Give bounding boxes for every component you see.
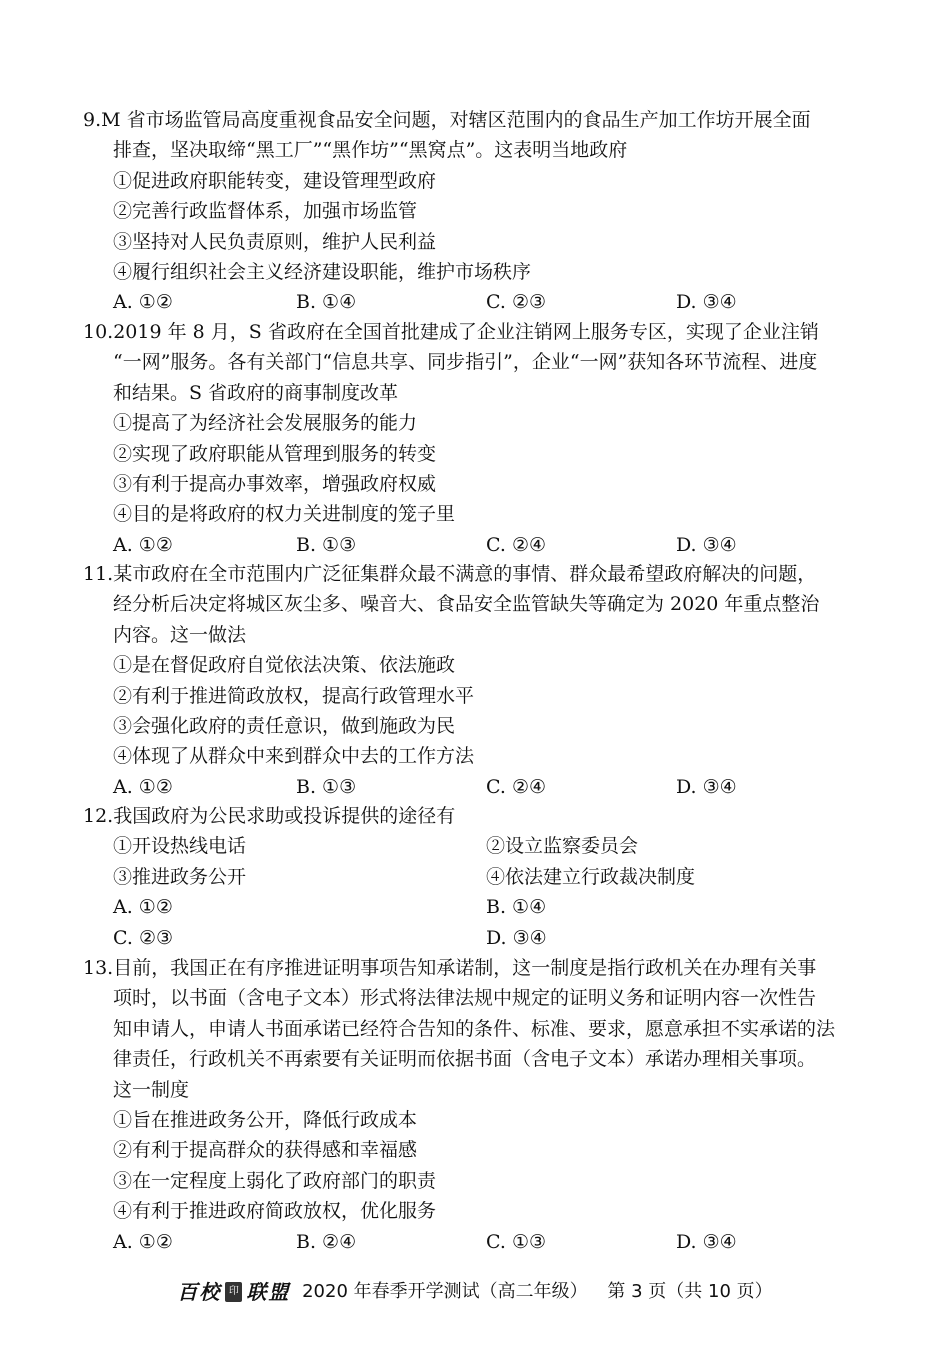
answer-a: A. ①② <box>113 1230 173 1253</box>
question-number: 10. <box>83 321 114 343</box>
logo-text-2: 联盟 <box>246 1280 291 1304</box>
answer-choices <box>93 1227 863 1257</box>
answer-b: B. ①④ <box>486 896 547 919</box>
question-number: 9. <box>83 109 102 131</box>
answer-d: D. ③④ <box>676 533 737 556</box>
option: ④履行组织社会主义经济建设职能，维护市场秩序 <box>113 260 532 283</box>
question-number: 12. <box>83 805 114 827</box>
stem-line: 经分析后决定将城区灰尘多、噪音大、食品安全监管缺失等确定为 2020 年重点整治 <box>113 593 820 616</box>
option: ④目的是将政府的权力关进制度的笼子里 <box>113 503 456 526</box>
answer-a: A. ①② <box>113 291 173 314</box>
question-stem <box>83 317 863 347</box>
answer-b: B. ②④ <box>296 1230 357 1253</box>
question-10 <box>83 317 863 560</box>
answer-b: B. ①③ <box>296 533 357 556</box>
question-number: 11. <box>83 563 114 585</box>
answer-c: C. ②④ <box>486 533 547 556</box>
question-number: 13. <box>83 957 114 979</box>
exam-title: 2020 年春季开学测试（高二年级） <box>302 1281 588 1302</box>
option: ③会强化政府的责任意识，做到施政为民 <box>113 714 456 737</box>
answer-a: A. ①② <box>113 533 173 556</box>
option: ①促进政府职能转变，建设管理型政府 <box>113 169 437 192</box>
answer-choices <box>93 530 863 560</box>
option-row <box>93 862 863 892</box>
answer-choices <box>93 772 863 802</box>
stem-line: 和结果。S 省政府的商事制度改革 <box>113 381 399 404</box>
stem-line: 内容。这一做法 <box>113 623 247 646</box>
question-stem <box>83 559 863 589</box>
option: ②有利于推进简政放权，提高行政管理水平 <box>113 684 475 707</box>
logo-seal-icon: 印 <box>225 1282 242 1302</box>
option: ②有利于提高群众的获得感和幸福感 <box>113 1139 418 1162</box>
option: ②实现了政府职能从管理到服务的转变 <box>113 442 437 465</box>
option: ①旨在推进政务公开，降低行政成本 <box>113 1108 418 1131</box>
option: ①提高了为经济社会发展服务的能力 <box>113 412 418 435</box>
question-11 <box>83 559 863 802</box>
answer-d: D. ③④ <box>676 1230 737 1253</box>
option: ①是在督促政府自觉依法决策、依法施政 <box>113 654 456 677</box>
option: ③坚持对人民负责原则，维护人民利益 <box>113 230 437 253</box>
answer-d: D. ③④ <box>486 926 547 949</box>
option: ③推进政务公开 <box>113 865 247 888</box>
stem-line: “一网”服务。各有关部门“信息共享、同步指引”，企业“一网”获知各环节流程、进度 <box>113 351 818 374</box>
stem-line: 律责任，行政机关不再索要有关证明而依据书面（含电子文本）承诺办理相关事项。 <box>113 1048 817 1071</box>
option: ②完善行政监督体系，加强市场监管 <box>113 200 418 223</box>
answer-c: C. ①③ <box>486 1230 547 1253</box>
option-row <box>93 831 863 861</box>
answer-c: C. ②③ <box>486 291 547 314</box>
answer-c: C. ②③ <box>113 926 174 949</box>
answer-a: A. ①② <box>113 896 173 919</box>
stem-line: 某市政府在全市范围内广泛征集群众最不满意的事情、群众最希望政府解决的问题， <box>113 563 817 585</box>
answer-b: B. ①④ <box>296 291 357 314</box>
option: ③有利于提高办事效率，增强政府权威 <box>113 472 437 495</box>
stem-line: 这一制度 <box>113 1078 190 1101</box>
question-13 <box>83 953 863 1257</box>
logo-text: 百校 <box>177 1280 222 1304</box>
stem-line: 项时，以书面（含电子文本）形式将法律法规中规定的证明义务和证明内容一次性告 <box>113 987 817 1010</box>
page-footer <box>0 1277 950 1307</box>
stem-line: 2019 年 8 月，S 省政府在全国首批建成了企业注销网上服务专区，实现了企业注销 <box>113 321 819 343</box>
answer-c: C. ②④ <box>486 775 547 798</box>
answer-d: D. ③④ <box>676 775 737 798</box>
stem-line: M 省市场监管局高度重视食品安全问题，对辖区范围内的食品生产加工作坊开展全面 <box>101 109 811 131</box>
answer-a: A. ①② <box>113 775 173 798</box>
question-9 <box>83 105 863 318</box>
question-stem <box>83 801 863 831</box>
question-stem <box>83 953 863 983</box>
option: ①开设热线电话 <box>113 835 247 858</box>
answer-row <box>93 923 863 953</box>
question-12 <box>83 801 863 953</box>
option: ④体现了从群众中来到群众中去的工作方法 <box>113 745 475 768</box>
option: ④依法建立行政裁决制度 <box>486 865 696 888</box>
answer-row <box>93 892 863 922</box>
option: ③在一定程度上弱化了政府部门的职责 <box>113 1169 437 1192</box>
page-number: 第 3 页（共 10 页） <box>607 1281 773 1302</box>
stem-line: 我国政府为公民求助或投诉提供的途径有 <box>113 805 456 827</box>
stem-line: 排查，坚决取缔“黑工厂”“黑作坊”“黑窝点”。这表明当地政府 <box>113 139 628 162</box>
answer-b: B. ①③ <box>296 775 357 798</box>
option: ④有利于推进政府简政放权，优化服务 <box>113 1200 437 1223</box>
stem-line: 知申请人，申请人书面承诺已经符合告知的条件、标准、要求，愿意承担不实承诺的法 <box>113 1017 836 1040</box>
answer-choices <box>93 287 863 317</box>
stem-line: 目前，我国正在有序推进证明事项告知承诺制，这一制度是指行政机关在办理有关事 <box>113 957 817 979</box>
answer-d: D. ③④ <box>676 291 737 314</box>
option: ②设立监察委员会 <box>486 835 639 858</box>
question-stem <box>83 105 863 135</box>
